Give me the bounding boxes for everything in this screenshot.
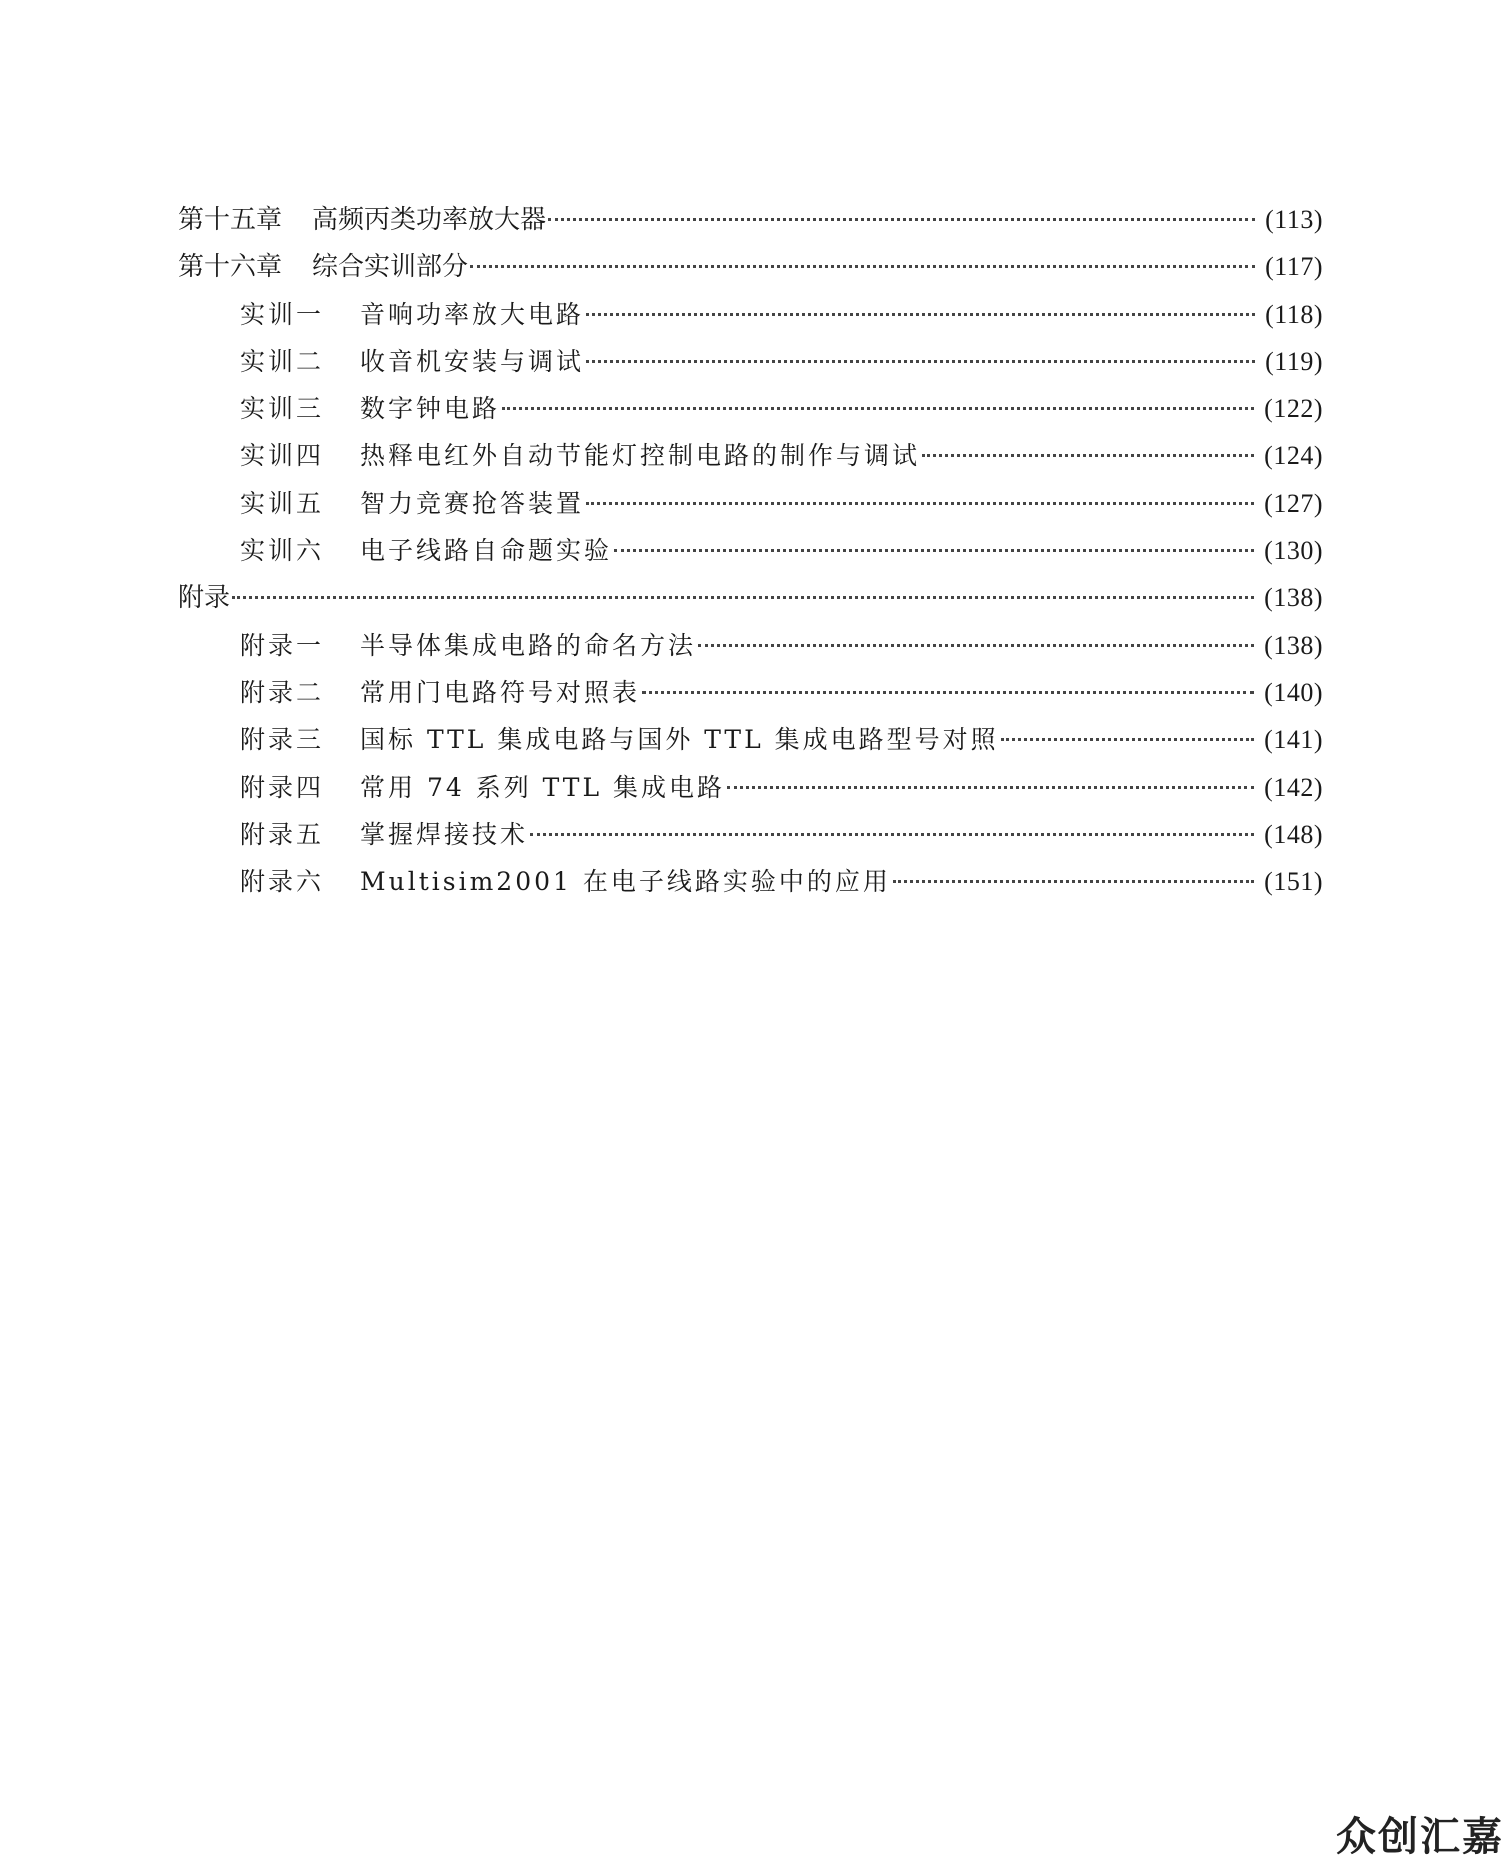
toc-entry[interactable] (178, 196, 1323, 243)
toc-entry-number: 附录三 (240, 725, 325, 755)
toc-entry-number: 附录六 (240, 867, 325, 897)
toc-entry[interactable] (178, 480, 1323, 527)
toc-entry[interactable] (178, 811, 1323, 858)
toc-entry-title: Multisim2001 在电子线路实验中的应用 (360, 867, 891, 897)
toc-dot-leader (698, 644, 1254, 647)
watermark-logo: 众创汇嘉 (1336, 1814, 1504, 1860)
toc-dot-leader (922, 454, 1254, 457)
toc-entry-page: (138) (1264, 583, 1323, 613)
toc-entry[interactable] (178, 574, 1323, 621)
toc-dot-leader (727, 786, 1254, 789)
toc-entry-page: (148) (1264, 819, 1323, 849)
toc-entry-number: 第十六章 (178, 252, 283, 283)
toc-entry-title: 常用门电路符号对照表 (360, 677, 641, 707)
toc-entry-title: 音响功率放大电路 (360, 299, 585, 329)
toc-entry-number: 第十五章 (178, 205, 283, 235)
toc-entry[interactable] (178, 527, 1323, 574)
toc-dot-leader (548, 218, 1255, 221)
toc-dot-leader (502, 407, 1254, 410)
toc-dot-leader (1001, 738, 1255, 741)
toc-dot-leader (586, 313, 1255, 316)
toc-entry[interactable] (178, 858, 1323, 905)
toc-dot-leader (586, 360, 1255, 363)
toc-entry[interactable] (178, 764, 1323, 811)
toc-entry-title: 综合实训部分 (312, 252, 469, 283)
toc-entry[interactable] (178, 385, 1323, 432)
toc-entry[interactable] (178, 291, 1323, 338)
toc-entry-page: (141) (1264, 725, 1323, 755)
toc-entry-title: 收音机安装与调试 (360, 346, 585, 376)
toc-entry-title: 数字钟电路 (360, 394, 501, 424)
toc-dot-leader (232, 596, 1254, 599)
toc-entry-title: 高频丙类功率放大器 (312, 205, 547, 235)
toc-entry-number: 实训三 (240, 394, 325, 424)
toc-entry-page: (127) (1264, 488, 1323, 518)
toc-entry[interactable] (178, 432, 1323, 479)
toc-entry-page: (118) (1265, 299, 1323, 329)
toc-entry-number: 附录一 (240, 630, 325, 660)
toc-dot-leader (586, 502, 1254, 505)
toc-entry-number: 实训四 (240, 441, 325, 471)
toc-entry-page: (138) (1264, 630, 1323, 660)
toc-entry-number: 附录二 (240, 677, 325, 707)
toc-entry[interactable] (178, 338, 1323, 385)
toc-dot-leader (893, 880, 1254, 883)
toc-entry-title: 电子线路自命题实验 (360, 536, 613, 566)
toc-entry-number: 实训六 (240, 536, 325, 566)
toc-entry-page: (119) (1265, 346, 1323, 376)
toc-entry-page: (117) (1265, 252, 1323, 282)
toc-entry-page: (113) (1265, 205, 1323, 234)
toc-entry-title: 附录 (178, 583, 231, 614)
toc-entry-page: (124) (1264, 441, 1323, 471)
toc-dot-leader (470, 265, 1255, 268)
toc-entry-page: (151) (1264, 867, 1323, 897)
toc-entry[interactable] (178, 716, 1323, 763)
toc-dot-leader (642, 691, 1254, 694)
table-of-contents (178, 196, 1323, 905)
toc-dot-leader (530, 833, 1254, 836)
toc-entry-title: 常用 74 系列 TTL 集成电路 (360, 772, 726, 802)
toc-entry[interactable] (178, 669, 1323, 716)
toc-entry-title: 热释电红外自动节能灯控制电路的制作与调试 (360, 441, 921, 471)
toc-entry-title: 掌握焊接技术 (360, 819, 529, 849)
toc-entry-number: 附录五 (240, 819, 325, 849)
toc-entry[interactable] (178, 243, 1323, 290)
toc-entry-page: (142) (1264, 772, 1323, 802)
toc-entry[interactable] (178, 622, 1323, 669)
toc-entry-page: (140) (1264, 677, 1323, 707)
toc-entry-number: 实训二 (240, 346, 325, 376)
toc-entry-number: 实训五 (240, 488, 325, 518)
toc-entry-page: (122) (1264, 394, 1323, 424)
toc-entry-title: 国标 TTL 集成电路与国外 TTL 集成电路型号对照 (360, 725, 999, 755)
toc-entry-title: 半导体集成电路的命名方法 (360, 630, 697, 660)
toc-entry-page: (130) (1264, 536, 1323, 566)
toc-dot-leader (614, 549, 1254, 552)
toc-entry-number: 附录四 (240, 772, 325, 802)
toc-entry-number: 实训一 (240, 299, 325, 329)
toc-entry-title: 智力竞赛抢答装置 (360, 488, 585, 518)
